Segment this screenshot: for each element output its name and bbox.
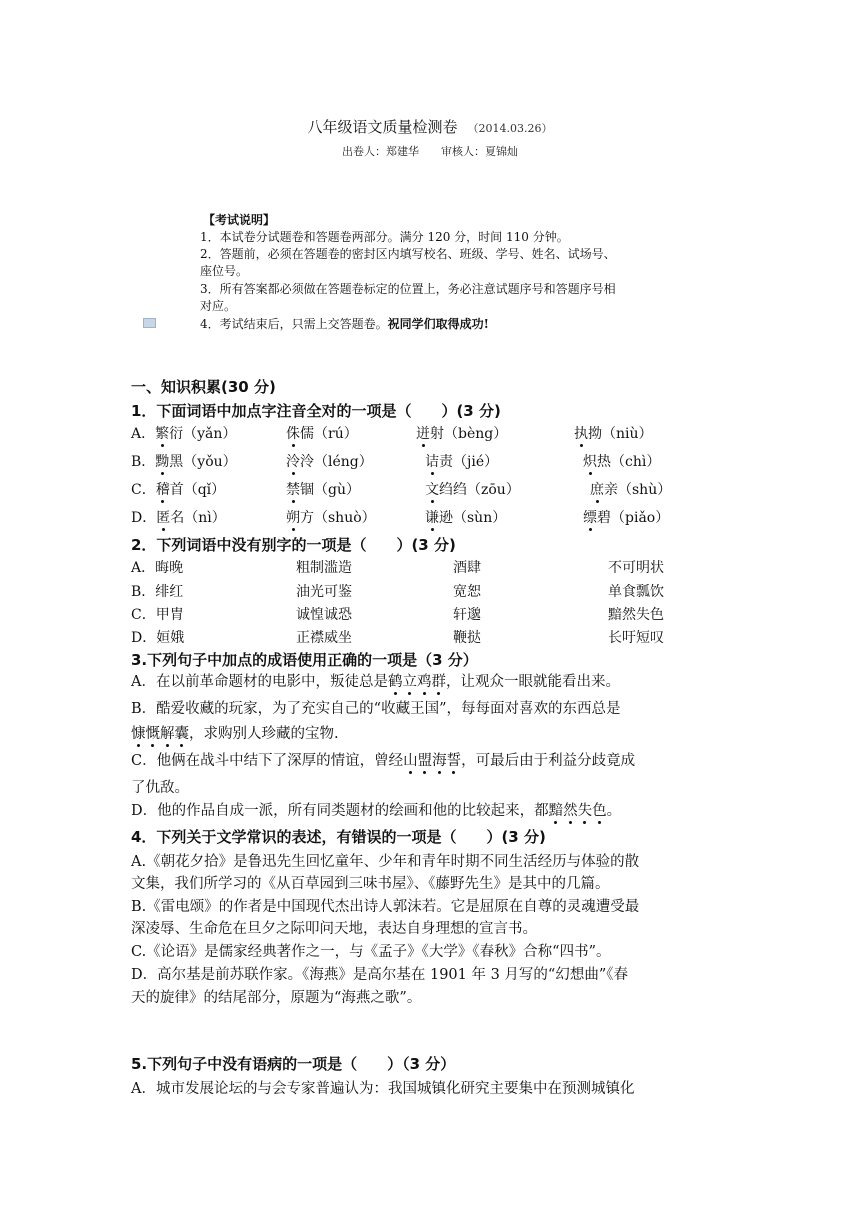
q2-option-d-3: 鞭挞	[453, 630, 481, 646]
q1-option-d-word1: D．匿名（nì）	[131, 510, 226, 526]
emphasis-char: 缥	[583, 510, 597, 526]
q1-option-c-word2: 禁锢（gù）	[286, 482, 360, 498]
q4-line: D．高尔基是前苏联作家。《海燕》是高尔基在 1901 年 3 月写的“幻想曲”《春	[131, 967, 629, 983]
q1-option-a-word2: 侏儒（rú）	[286, 426, 358, 442]
q1-option-b-word1: B．黝黑（yǒu）	[131, 454, 237, 470]
emphasis-char: 执	[574, 426, 588, 442]
q1-option-a-word1: A．繁衍（yǎn）	[131, 426, 237, 442]
q1-option-d-word2: 朔方（shuò）	[286, 510, 376, 526]
question-3-stem: 3.下列句子中加点的成语使用正确的一项是（3 分）	[131, 651, 478, 669]
emphasis-char: 鸡	[416, 674, 432, 690]
q4-line: 天的旋律》的结尾部分，原题为“海燕之歌”。	[131, 990, 422, 1006]
emphasis-char: 囊	[174, 726, 189, 742]
dotted-idiom	[131, 726, 189, 742]
instructions-heading: 【考试说明】	[203, 213, 276, 227]
q3-option-c-line1: C．他俩在战斗中结下了深厚的情谊，曾经山盟海誓，可最后由于利益分歧竟成	[131, 753, 636, 769]
q1-option-b-word2: 泠泠（léng）	[286, 454, 373, 470]
emphasis-char: 泠	[286, 454, 300, 470]
q3-option-c-line2: 了仇敌。	[131, 780, 189, 796]
reviewer: 审核人：夏锦灿	[441, 145, 518, 158]
q2-option-c-4: 黯然失色	[608, 607, 664, 623]
q4-line: 深凌辱、生命危在旦夕之际叩问天地，表达自身理想的宣言书。	[131, 921, 537, 937]
instruction-line: 3．所有答案都必须做在答题卷标定的位置上，务必注意试题序号和答题序号相	[200, 282, 616, 296]
title-text: 八年级语文质量检测卷	[307, 118, 458, 136]
emphasis-char: 庶	[590, 482, 604, 498]
emphasis-char: 失	[577, 803, 593, 819]
instruction-text: 4．考试结束后，只需上交答题卷。	[200, 317, 388, 331]
dotted-idiom	[403, 753, 461, 769]
q1-option-c-word1: C．稽首（qǐ）	[131, 482, 226, 498]
emphasis-char: 誓	[446, 753, 462, 769]
emphasis-char: 然	[563, 803, 578, 819]
q1-option-d-word3: 谦逊（sùn）	[425, 510, 507, 526]
q2-option-c-3: 轩邈	[453, 607, 481, 623]
exam-date: （2014.03.26）	[467, 122, 553, 135]
q2-option-d-1: D．姮娥	[131, 630, 185, 646]
q2-option-d-2: 正襟威坐	[296, 630, 352, 646]
emphasis-char: 侏	[286, 426, 300, 442]
emphasis-char: 稽	[155, 482, 170, 498]
instruction-line: 2．答题前，必须在答题卷的密封区内填写校名、班级、学号、姓名、试场号、	[200, 247, 616, 261]
emphasis-char: 色	[592, 803, 607, 819]
q2-option-a-4: 不可明状	[608, 560, 664, 576]
q2-option-a-2: 粗制滥造	[296, 560, 352, 576]
emphasis-char: 鹤	[387, 674, 403, 690]
q2-option-a-1: A．晦晚	[131, 560, 184, 576]
emphasis-char: 慷	[131, 726, 146, 742]
question-4-stem: 4．下列关于文学常识的表述，有错误的一项是（ ）(3 分)	[131, 828, 546, 846]
emphasis-char: 海	[432, 753, 447, 769]
q2-option-b-2: 油光可鉴	[296, 584, 352, 600]
instruction-line: 座位号。	[200, 264, 249, 278]
section-title: 一、知识积累(30 分)	[131, 378, 276, 396]
q1-option-c-word4: 庶亲（shù）	[590, 482, 672, 498]
emphasis-char: 谦	[425, 510, 439, 526]
q1-option-b-word3: 诘责（jié）	[425, 454, 499, 470]
emphasis-char: 繁	[155, 426, 170, 442]
author: 出卷人：郑建华	[342, 145, 419, 158]
dotted-idiom	[549, 803, 607, 819]
emphasis-char: 立	[402, 674, 417, 690]
q2-option-c-2: 诚惶诚恐	[296, 607, 352, 623]
q3-option-b-line2: 慷慨解囊，求购别人珍藏的宝物.	[131, 726, 339, 742]
q4-line: A.《朝花夕拾》是鲁迅先生回忆童年、少年和青年时期不同生活经历与体验的散	[131, 854, 640, 870]
instruction-line	[200, 316, 489, 333]
emphasis-char: 迸	[416, 426, 430, 442]
question-2-stem: 2．下列词语中没有别字的一项是（ ）(3 分)	[131, 536, 456, 554]
q2-option-b-1: B．绯红	[131, 584, 184, 600]
good-luck-text: 祝同学们取得成功!	[387, 317, 489, 331]
q2-option-b-4: 单食瓢饮	[608, 584, 664, 600]
document-icon	[143, 318, 156, 328]
emphasis-char: 解	[160, 726, 175, 742]
emphasis-char: 黝	[155, 454, 170, 470]
exam-authors	[0, 143, 860, 159]
q4-line: B.《雷电颂》的作者是中国现代杰出诗人郭沫若。它是屈原在自尊的灵魂遭受最	[131, 899, 640, 915]
q3-option-a: A．在以前革命题材的电影中，叛徒总是鹤立鸡群，让观众一眼就能看出来。	[131, 674, 620, 690]
question-1-stem: 1．下面词语中加点字注音全对的一项是（ ）(3 分)	[131, 402, 501, 420]
emphasis-char: 朔	[286, 510, 300, 526]
q1-option-a-word3: 迸射（bèng）	[416, 426, 508, 442]
q3-option-b-line1: B．酷爱收藏的玩家，为了充实自己的“收藏王国”，每每面对喜欢的东西总是	[131, 701, 621, 717]
q2-option-d-4: 长吁短叹	[608, 630, 664, 646]
emphasis-char: 匿	[156, 510, 171, 526]
dotted-idiom	[388, 674, 446, 690]
emphasis-char: 黯	[548, 803, 564, 819]
emphasis-char: 群	[431, 674, 446, 690]
question-5-stem: 5.下列句子中没有语病的一项是（ ）（3 分）	[131, 1055, 456, 1073]
q1-option-a-word4: 执拗（niù）	[574, 426, 653, 442]
emphasis-char: 诘	[425, 454, 439, 470]
emphasis-char: 盟	[417, 753, 433, 769]
emphasis-char: 慨	[145, 726, 160, 742]
q5-option-a: A．城市发展论坛的与会专家普遍认为：我国城镇化研究主要集中在预测城镇化	[131, 1081, 635, 1097]
q4-line: 文集，我们所学习的《从百草园到三味书屋》、《藤野先生》是其中的几篇。	[131, 876, 610, 892]
q1-option-b-word4: 炽热（chì）	[583, 454, 661, 470]
instruction-line: 1．本试卷分试题卷和答题卷两部分。满分 120 分，时间 110 分钟。	[200, 230, 569, 244]
q2-option-b-3: 宽恕	[453, 584, 481, 600]
emphasis-char: 炽	[583, 454, 597, 470]
q2-option-c-1: C．甲胄	[131, 607, 184, 623]
q4-line: C.《论语》是儒家经典著作之一，与《孟子》《大学》《春秋》合称“四书”。	[131, 944, 611, 960]
q3-option-d: D．他的作品自成一派，所有同类题材的绘画和他的比较起来，都黯然失色。	[131, 803, 622, 819]
emphasis-char: 禁	[286, 482, 300, 498]
emphasis-char: 山	[403, 753, 418, 769]
emphasis-char: 文	[425, 482, 439, 498]
q2-option-a-3: 酒肆	[453, 560, 481, 576]
q1-option-c-word3: 文绉绉（zōu）	[425, 482, 520, 498]
q1-option-d-word4: 缥碧（piǎo）	[583, 510, 670, 526]
exam-title	[0, 116, 860, 137]
instruction-line: 对应。	[200, 299, 237, 313]
